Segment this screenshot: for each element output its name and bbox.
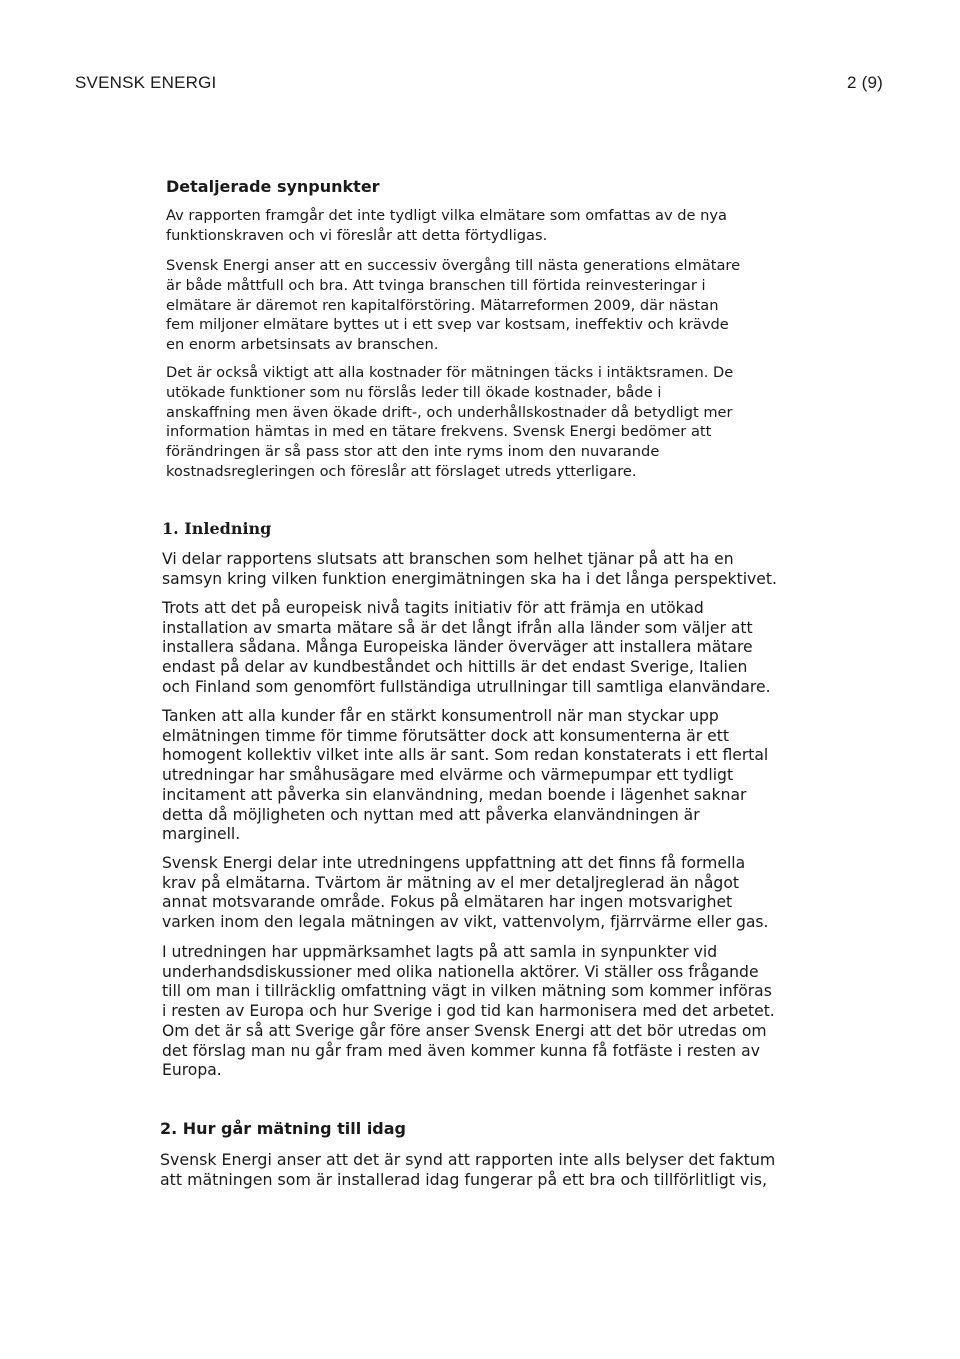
section-title-detail: Detaljerade synpunkter — [166, 177, 380, 196]
paragraph: Vi delar rapportens slutsats att branschen som helhet tjänar på att ha en samsyn kring vilken funktion energimätningen ska ha i det långa perspektivet. — [162, 550, 777, 588]
paragraph: I utredningen har uppmärksamhet lagts på att samla in synpunkter vid underhandsdiskussioner med olika nationella aktörer. Vi ställer oss frågande till om man i tillräcklig omfattning vägt in vilken mätning som kommer införas i resten av Europa och hur Sverige i god tid kan harmonisera med det arbetet. Om det är så att Sverige går före anser Svensk Energi att det bör utredas om det förslag man nu går fram med även kommer kunna få fotfäste i resten av Europa. — [162, 943, 775, 1080]
paragraph: Det är också viktigt att alla kostnader för mätningen täcks i intäktsramen. De utökade funktioner som nu förslås leder till ökade kostnader, både i anskaffning men även ökade drift-, och underhållskostnader då betydligt mer information hämtas in med en tätare frekvens. Svensk Energi bedömer att förändringen är så pass stor att den inte ryms inom den nuvarande kostnadsregleringen och föreslår att förslaget utreds ytterligare. — [166, 364, 734, 480]
paragraph: Tanken att alla kunder får en stärkt konsumentroll när man styckar upp elmätningen timme för timme förutsätter dock att konsumenterna är ett homogent kollektiv vilket inte alls är sant. Som redan konstaterats i ett flertal utredningar har småhusägare med elvärme och värmepumpar ett tydligt incitament att påverka sin elanvändning, medan boende i lägenhet saknar detta då möjligheten och nyttan med att påverka elanvändningen är marginell. — [162, 707, 769, 844]
paragraph: Svensk Energi anser att det är synd att rapporten inte alls belyser det faktum att mätningen som är installerad idag fungerar på ett bra och tillförlitligt vis, — [160, 1150, 776, 1189]
section-title-matning: 2. Hur går mätning till idag — [160, 1119, 406, 1138]
page-number: 2 (9) — [847, 73, 883, 92]
paragraph: Svensk Energi anser att en successiv övergång till nästa generations elmätare är både måttfull och bra. Att tvinga branschen till förtida reinvesteringar i elmätare är däremot ren kapitalförstöring. Mätarreformen 2009, där nästan fem miljoner elmätare byttes ut i ett svep var kostsam, ineffektiv och krävde en enorm arbetsinsats av branschen. — [166, 257, 741, 354]
paragraph: Av rapporten framgår det inte tydligt vilka elmätare som omfattas av de nya funktionskraven och vi föreslår att detta förtydligas. — [166, 207, 727, 244]
paragraph: Svensk Energi delar inte utredningens uppfattning att det finns få formella krav på elmätarna. Tvärtom är mätning av el mer detaljreglerad än något annat motsvarande område. Fokus på elmätaren har ingen motsvarighet varken inom den legala mätningen av vikt, vattenvolym, fjärrvärme eller gas. — [162, 854, 769, 932]
paragraph: Trots att det på europeisk nivå tagits initiativ för att främja en utökad installation av smarta mätare så är det långt ifrån alla länder som väljer att installera sådana. Många Europeiska länder överväger att installera mätare endast på delar av kundbeståndet och hittills är det endast Sverige, Italien och Finland som genomfört fullständiga utrullningar till samtliga elanvändare. — [162, 599, 771, 696]
organization-name: SVENSK ENERGI — [75, 73, 217, 92]
section-title-inledning: 1. Inledning — [162, 519, 272, 538]
